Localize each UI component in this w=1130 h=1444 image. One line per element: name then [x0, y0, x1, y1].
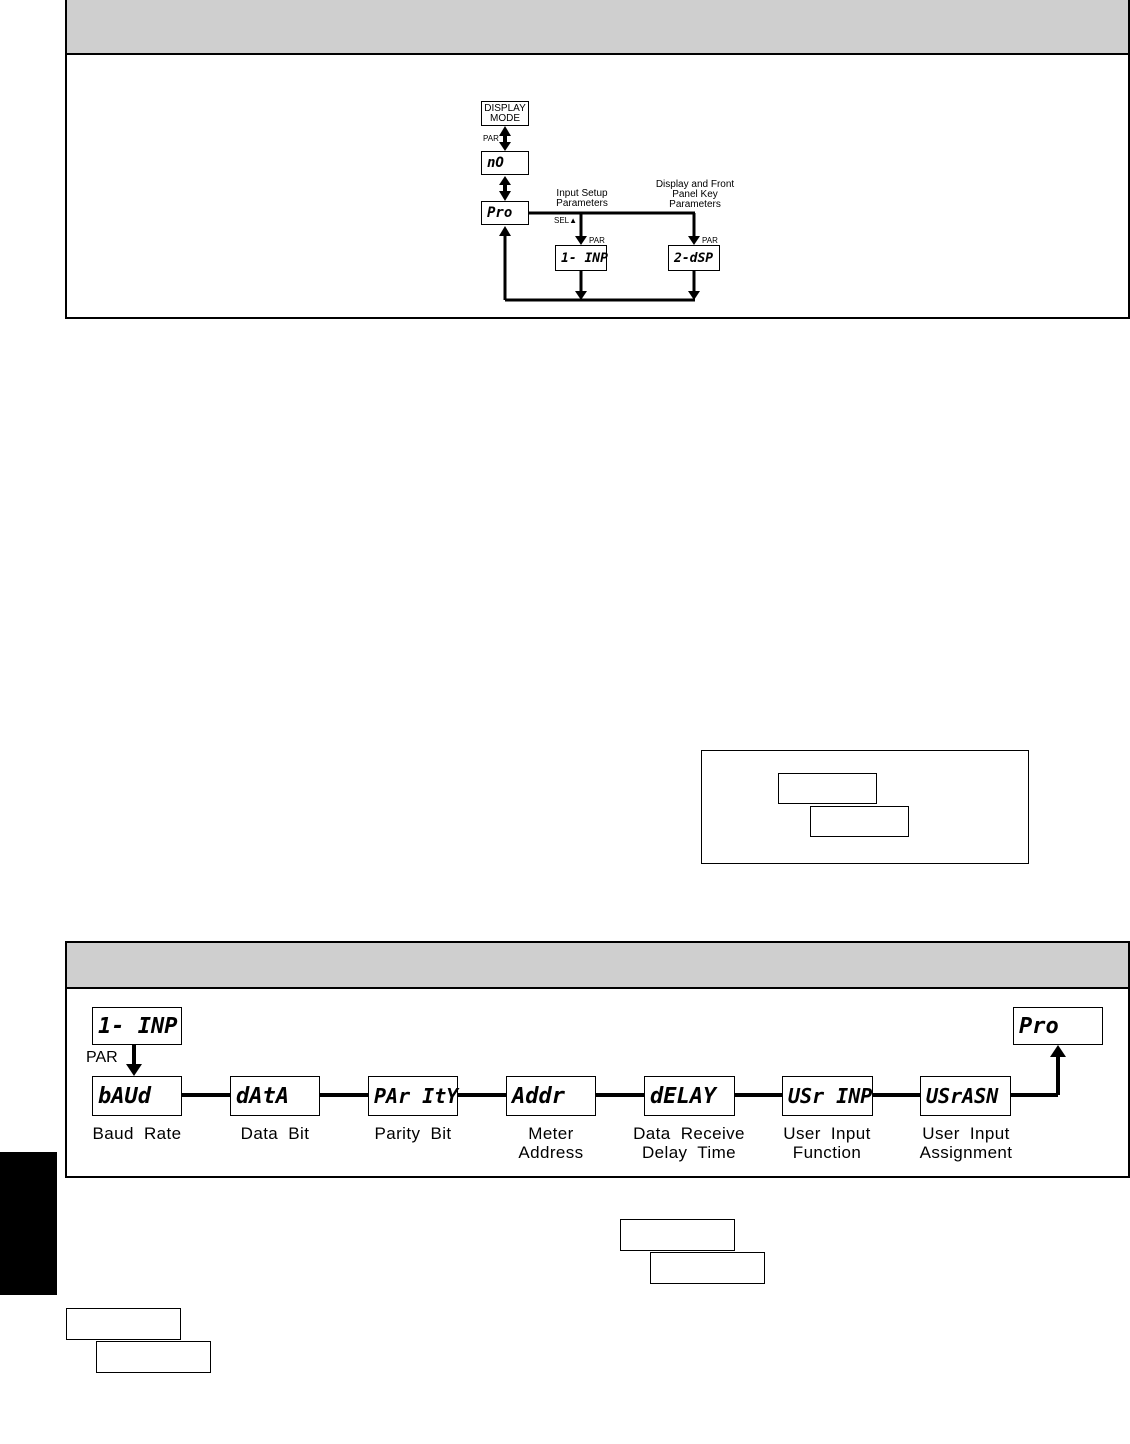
input-setup-caption-line2: Parameters: [556, 198, 608, 209]
display-mode-line2: MODE: [490, 113, 520, 124]
display-front-caption-line2: Panel Key: [672, 189, 718, 200]
par-label-inp: PAR: [589, 236, 605, 245]
param-usr-inp-display: USr INP: [782, 1076, 873, 1116]
reference-field-2: [650, 1252, 765, 1284]
param-addr-caption-line1: Meter: [528, 1124, 574, 1143]
param-addr-caption-line2: Address: [518, 1143, 584, 1162]
sel-label: SEL▲: [554, 216, 578, 225]
param-usr-asn-caption-line2: Assignment: [919, 1143, 1013, 1162]
param-usr-inp-caption-line1: User Input: [783, 1124, 871, 1143]
par-label-top: PAR: [483, 134, 499, 143]
param-usr-inp-caption: [762, 1124, 892, 1162]
reference-field-4: [96, 1341, 211, 1373]
param-delay-caption-line2: Delay Time: [641, 1143, 737, 1162]
param-data-caption: [210, 1124, 340, 1143]
param-delay-caption: [619, 1124, 759, 1162]
par-label-bottom: PAR: [86, 1049, 118, 1066]
param-addr-display: Addr: [506, 1076, 596, 1116]
param-baud-display: bAUd: [92, 1076, 182, 1116]
param-data-caption-line1: Data Bit: [240, 1124, 310, 1143]
par-label-dsp: PAR: [702, 236, 718, 245]
pro-display-bottom: Pro: [1013, 1007, 1103, 1045]
param-baud-caption: [72, 1124, 202, 1143]
param-usr-asn-display: USrASN: [920, 1076, 1011, 1116]
param-delay-display: dELAY: [644, 1076, 735, 1116]
param-parity-caption: [348, 1124, 478, 1143]
param-delay-caption-line1: Data Receive: [633, 1124, 745, 1143]
param-addr-caption: [486, 1124, 616, 1162]
inp-display-top: 1- INP: [555, 245, 607, 271]
side-section-tab: [0, 1152, 57, 1295]
param-usr-asn-caption: [900, 1124, 1032, 1162]
param-baud-caption-line1: Baud Rate: [92, 1124, 182, 1143]
param-usr-inp-caption-line2: Function: [792, 1143, 862, 1162]
dsp-display-top: 2-dSP: [668, 245, 720, 271]
param-parity-caption-line1: Parity Bit: [374, 1124, 452, 1143]
pro-display: Pro: [481, 201, 529, 225]
display-mode-line1: DISPLAY: [484, 103, 526, 114]
param-data-display: dAtA: [230, 1076, 320, 1116]
input-setup-caption-line1: Input Setup: [556, 188, 608, 199]
inp-display-bottom: 1- INP: [92, 1007, 182, 1045]
no-display: nO: [481, 151, 529, 175]
param-parity-display: PAr ItY: [368, 1076, 458, 1116]
reference-field-3: [66, 1308, 181, 1340]
param-usr-asn-caption-line1: User Input: [922, 1124, 1010, 1143]
reference-field-1: [620, 1219, 735, 1251]
display-front-caption-line1: Display and Front: [655, 179, 735, 190]
display-front-caption-line3: Parameters: [669, 199, 721, 210]
